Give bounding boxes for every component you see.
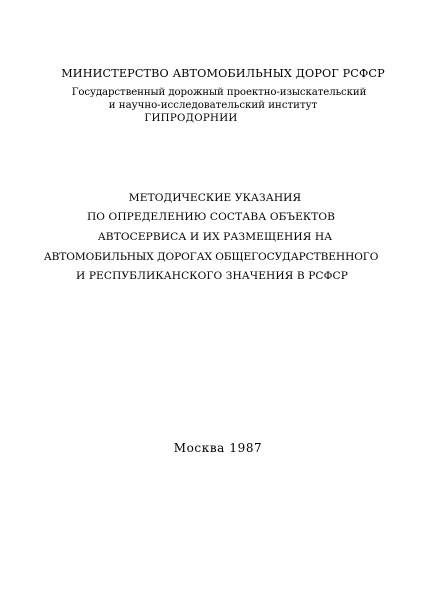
ministry-heading: МИНИСТЕРСТВО АВТОМОБИЛЬНЫХ ДОРОГ РСФСР xyxy=(61,67,385,80)
institute-name: ГИПРОДОРНИИ xyxy=(144,113,238,124)
title-line-5: И РЕСПУБЛИКАНСКОГО ЗНАЧЕНИЯ В РСФСР xyxy=(76,270,348,282)
title-line-3: АВТОСЕРВИСА И ИХ РАЗМЕЩЕНИЯ НА xyxy=(97,231,333,243)
institute-line-1: Государственный дорожный проектно-изыскательский xyxy=(71,87,367,98)
title-line-2: ПО ОПРЕДЕЛЕНИЮ СОСТАВА ОБЪЕКТОВ xyxy=(86,211,336,223)
title-line-1: МЕТОДИЧЕСКИЕ УКАЗАНИЯ xyxy=(128,192,302,204)
place-and-year: Москва 1987 xyxy=(173,441,263,455)
institute-line-2: и научно-исследовательский институт xyxy=(108,100,318,111)
title-line-4: АВТОМОБИЛЬНЫХ ДОРОГАХ ОБЩЕГОСУДАРСТВЕННОГО xyxy=(43,251,379,263)
